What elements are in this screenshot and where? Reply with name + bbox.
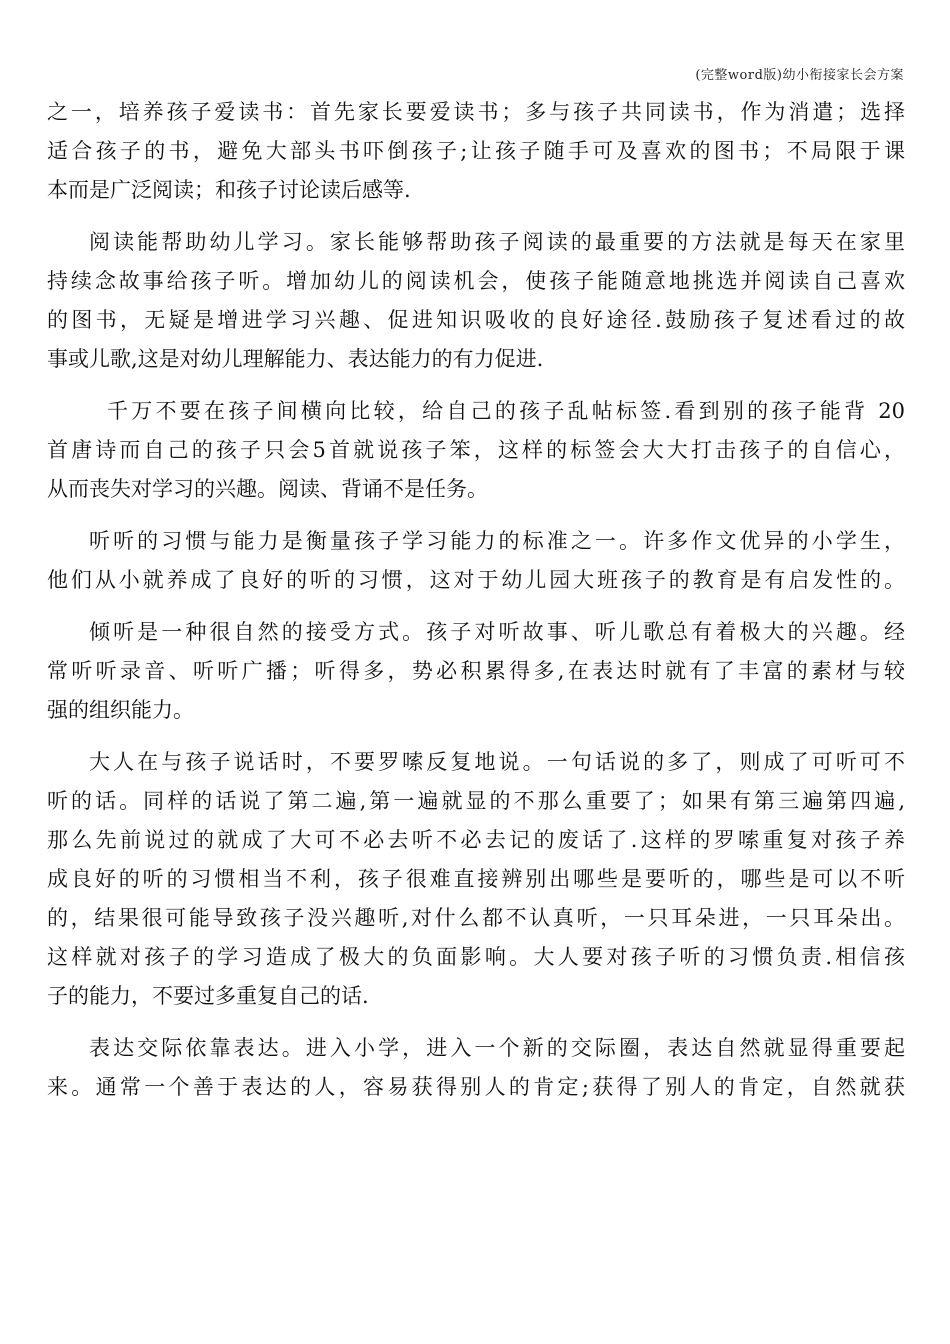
- text-line: 这样就对孩子的学习造成了极大的负面影响。大人要对孩子听的习惯负责.相信孩: [47, 945, 905, 969]
- text-line: 阅读能帮助幼儿学习。家长能够帮助孩子阅读的最重要的方法就是每天在家里: [89, 230, 905, 254]
- text-line: 子的能力，不要过多重复自己的话.: [47, 984, 369, 1008]
- text-line: 事或儿歌,这是对幼儿理解能力、表达能力的有力促进.: [47, 347, 544, 371]
- paragraph-expression: [47, 1029, 905, 1107]
- text-line: 强的组织能力。: [47, 698, 194, 722]
- paragraph-no-repetition: [47, 743, 905, 1016]
- paragraph-listening-ability: [47, 522, 905, 600]
- paragraph-no-comparison: [47, 392, 905, 509]
- paragraph-reading-help: [47, 223, 905, 379]
- text-line: 持续念故事给孩子听。增加幼儿的阅读机会，使孩子能随意地挑选并阅读自己喜欢: [47, 269, 905, 293]
- text-line: 本而是广泛阅读；和孩子讨论读后感等.: [47, 178, 411, 202]
- text-line: 之一，培养孩子爱读书：首先家长要爱读书；多与孩子共同读书，作为消遣；选择: [47, 100, 905, 124]
- text-line: 听听的习惯与能力是衡量孩子学习能力的标准之一。许多作文优异的小学生，: [89, 529, 905, 553]
- text-line: 成良好的听的习惯相当不利，孩子很难直接辨别出哪些是要听的，哪些是可以不听: [47, 867, 905, 891]
- paragraph-listening-natural: [47, 613, 905, 730]
- text-line: 来。通常一个善于表达的人，容易获得别人的肯定;获得了别人的肯定，自然就获: [47, 1075, 905, 1099]
- paragraph-reading-habit: [47, 93, 905, 210]
- text-line: 那么先前说过的就成了大可不必去听不必去记的废话了.这样的罗嗦重复对孩子养: [47, 828, 905, 852]
- text-line: 倾听是一种很自然的接受方式。孩子对听故事、听儿歌总有着极大的兴趣。经: [89, 620, 905, 644]
- text-line: 的，结果很可能导致孩子没兴趣听,对什么都不认真听，一只耳朵进，一只耳朵出。: [47, 906, 905, 930]
- text-line: 他们从小就养成了良好的听的习惯，这对于幼儿园大班孩子的教育是有启发性的。: [47, 568, 905, 592]
- text-line: 适合孩子的书，避免大部头书吓倒孩子;让孩子随手可及喜欢的图书；不局限于课: [47, 139, 905, 163]
- text-line: 首唐诗而自己的孩子只会5首就说孩子笨，这样的标签会大大打击孩子的自信心，: [47, 438, 905, 462]
- text-line: 从而丧失对学习的兴趣。阅读、背诵不是任务。: [47, 477, 488, 501]
- text-line: 大人在与孩子说话时，不要罗嗦反复地说。一句话说的多了，则成了可听可不: [89, 750, 905, 774]
- text-line: 千万不要在孩子间横向比较，给自己的孩子乱帖标签.看到别的孩子能背 20: [107, 399, 905, 423]
- document-body: [47, 93, 905, 1107]
- text-line: 常听听录音、听听广播；听得多，势必积累得多,在表达时就有了丰富的素材与较: [47, 659, 905, 683]
- text-line: 表达交际依靠表达。进入小学，进入一个新的交际圈，表达自然就显得重要起: [89, 1036, 905, 1060]
- text-line: 听的话。同样的话说了第二遍,第一遍就显的不那么重要了；如果有第三遍第四遍,: [47, 789, 905, 813]
- text-line: 的图书，无疑是增进学习兴趣、促进知识吸收的良好途径.鼓励孩子复述看过的故: [47, 308, 905, 332]
- page-header: (完整word版)幼小衔接家长会方案: [695, 68, 904, 83]
